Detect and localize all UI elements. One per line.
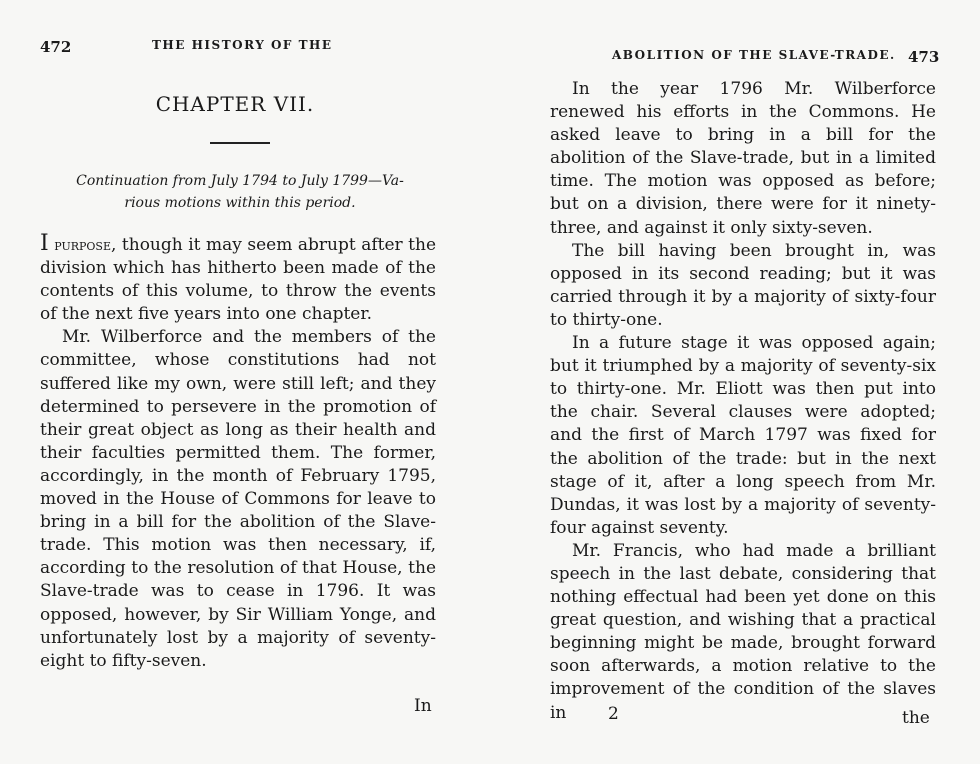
right-catchword: the <box>902 708 930 728</box>
chapter-rule <box>210 142 270 144</box>
left-body-text <box>40 232 436 673</box>
left-running-head: THE HISTORY OF THE <box>152 38 333 52</box>
left-page-number: 472 <box>40 38 72 56</box>
left-catchword: In <box>414 696 432 716</box>
left-paragraph-1 <box>40 232 436 326</box>
left-paragraph-2: Mr. Wilberforce and the members of the committee, whose constitutions had not suffered like my own, were still left; and they determined to persevere in the promotion of their great object as long as their health and their faculties permitted them. The former, accordingly, in the month of February 1795, moved in the House of Commons for leave to bring in a bill for the abolition of the Slave-trade. This motion was then necessary, if, according to the resolution of that House, the Slave-trade was to cease in 1796. It was opposed, however, by Sir William Yonge, and unfortunately lost by a majority of seventy-eight to fifty-seven. <box>40 327 436 671</box>
chapter-caption <box>40 170 440 214</box>
right-paragraph-1: In the year 1796 Mr. Wilberforce renewed his efforts in the Commons. He asked leave to bring in a bill for the abolition of the Slave-trade, but in a limited time. The motion was opposed as before; but on a division, there were for it ninety-three, and against it only sixty-seven. <box>550 79 936 238</box>
signature-mark: 2 <box>608 704 619 724</box>
right-running-head: ABOLITION OF THE SLAVE-TRADE. <box>612 48 896 62</box>
opening-initial: I <box>40 231 49 256</box>
right-paragraph-3: In a future stage it was opposed again; but it triumphed by a majority of seventy-six to thirty-one. Mr. Eliott was then put into the chair. Several clauses were adopted; and the first of March 1797 was fixed for the abolition of the trade: but in the next stage of it, after a long speech from Mr. Dundas, it was lost by a majority of seventy-four against seventy. <box>550 333 936 538</box>
right-body-text <box>550 78 936 725</box>
chapter-title: CHAPTER VII. <box>155 92 315 116</box>
caption-line-2: rious motions within this period. <box>124 195 356 211</box>
left-paragraph-1-text: , though it may seem abrupt after the division which has hitherto been made of the contents of this volume, to throw the events of the next five years into one chapter. <box>40 235 437 325</box>
right-paragraph-2: The bill having been brought in, was opposed in its second reading; but it was carried through it by a majority of sixty-four to thirty-one. <box>550 240 936 330</box>
right-page <box>490 0 980 764</box>
caption-line-1: Continuation from July 1794 to July 1799—Va- <box>76 173 404 189</box>
right-paragraph-4: Mr. Francis, who had made a brilliant speech in the last debate, considering that nothing effectual had been yet done on this great question, and wishing that a practical beginning might be made, brought forward soon afterwards, a motion relative to the improvement of the condition of the slaves in <box>550 540 936 723</box>
right-page-number: 473 <box>908 48 940 66</box>
opening-smallcaps: purpose <box>54 236 111 254</box>
